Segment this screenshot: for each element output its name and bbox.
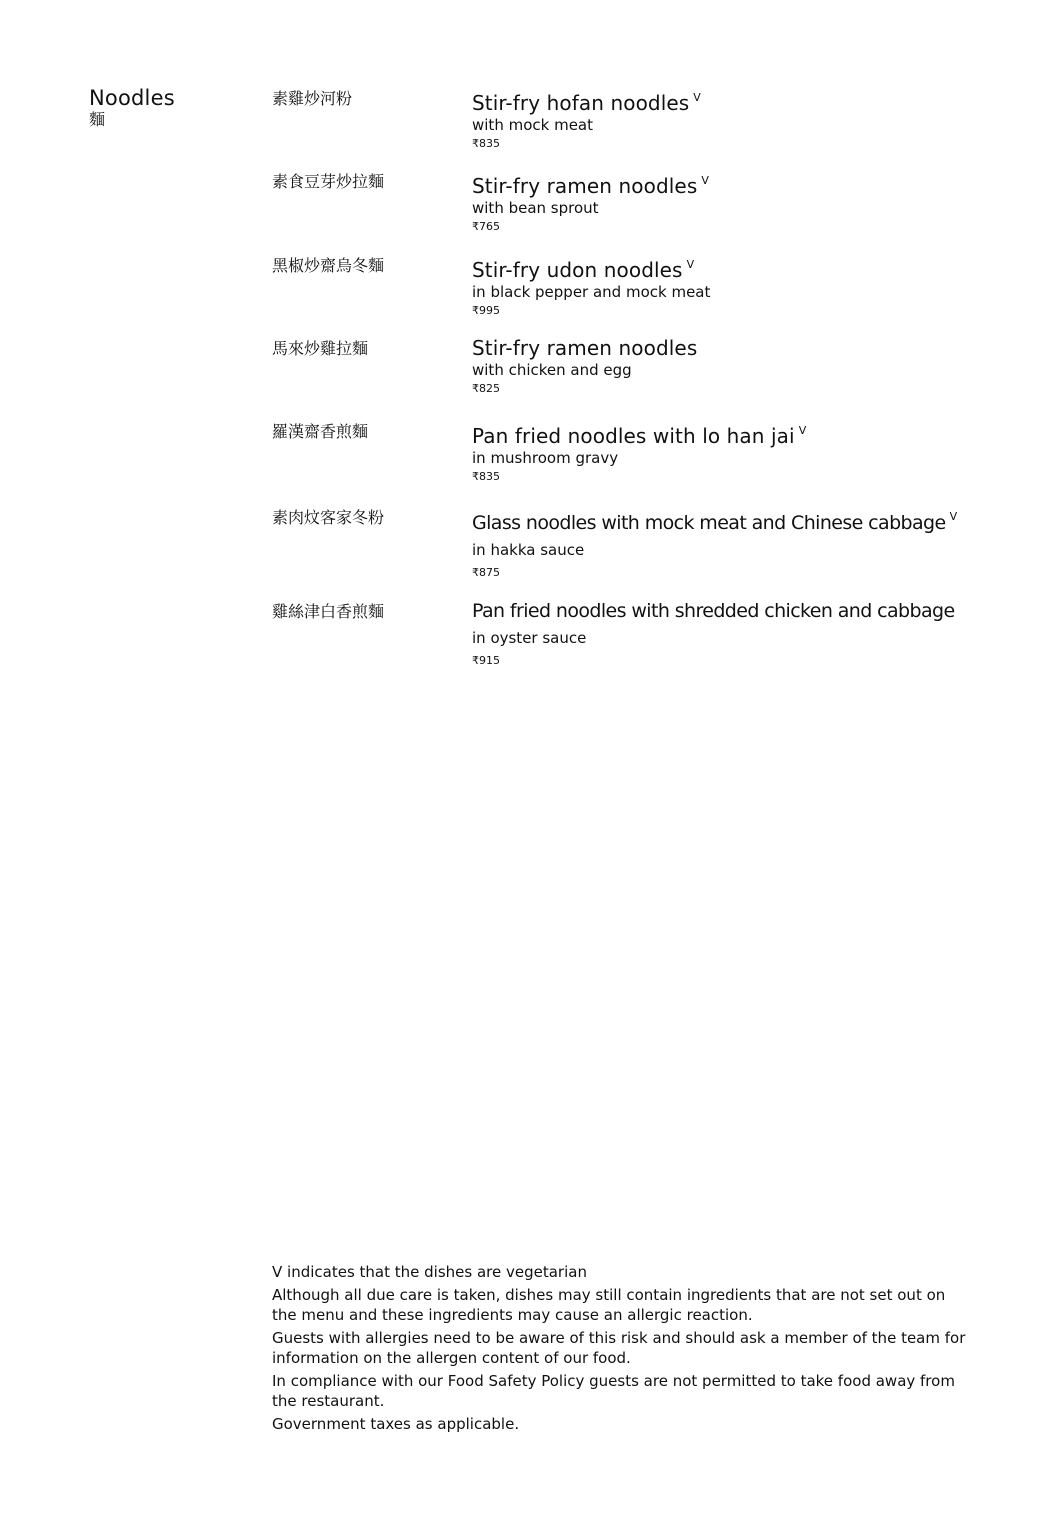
dish-price: ₹875 [472, 566, 500, 579]
dish-name-en [472, 86, 992, 115]
dish-description: in hakka sauce [472, 541, 585, 559]
dish-price: ₹765 [472, 220, 500, 233]
dish-details [472, 86, 992, 152]
dish-description: in oyster sauce [472, 629, 587, 647]
food-safety-note: In compliance with our Food Safety Policy guests are not permitted to take food away from the restaurant. [272, 1371, 955, 1410]
dish-name-en [472, 253, 992, 282]
taxes-note: Government taxes as applicable. [272, 1414, 520, 1433]
dish-details [472, 169, 992, 235]
dish-details [472, 599, 992, 669]
section-title-zh: 麵 [89, 110, 106, 129]
dish-details [472, 419, 992, 485]
dish-name-zh: 馬來炒雞拉麵 [272, 339, 369, 358]
section-title [89, 86, 259, 130]
dish-price: ₹835 [472, 137, 500, 150]
dish-name-en-text: Stir-fry udon noodles [472, 258, 683, 282]
vegetarian-note: V indicates that the dishes are vegetarian [272, 1263, 587, 1281]
dish-details [472, 253, 992, 319]
dish-description: with chicken and egg [472, 361, 632, 379]
dish-description: in mushroom gravy [472, 449, 619, 467]
allergy-advice: Guests with allergies need to be aware of this risk and should ask a member of the team for information on the allergen content of our food. [272, 1328, 966, 1367]
dish-name-en-text: Stir-fry hofan noodles [472, 91, 690, 115]
vegetarian-marker: V [686, 258, 695, 271]
dish-description: with mock meat [472, 116, 593, 134]
dish-name-zh: 素肉炆客家冬粉 [272, 508, 385, 527]
dish-name-zh: 黑椒炒齋烏冬麵 [272, 256, 385, 275]
dish-name-en [472, 599, 992, 623]
dish-name-en-text: Stir-fry ramen noodles [472, 336, 698, 360]
section-title-en: Noodles [89, 86, 175, 110]
dish-name-en-text: Glass noodles with mock meat and Chinese cabbage [472, 512, 946, 534]
dish-name-en-text: Stir-fry ramen noodles [472, 174, 698, 198]
dish-price: ₹995 [472, 304, 500, 317]
dish-details [472, 505, 992, 581]
dish-name-zh: 素食豆芽炒拉麵 [272, 172, 385, 191]
dish-description: in black pepper and mock meat [472, 283, 711, 301]
menu-footer-notes [272, 1262, 972, 1436]
vegetarian-marker: V [693, 91, 701, 104]
dish-description: with bean sprout [472, 199, 599, 217]
dish-name-zh: 素雞炒河粉 [272, 89, 353, 108]
vegetarian-marker: V [701, 174, 709, 187]
dish-name-en-text: Pan fried noodles with shredded chicken and cabbage [472, 600, 955, 622]
dish-price: ₹915 [472, 654, 500, 667]
dish-name-zh: 羅漢齋香煎麵 [272, 422, 369, 441]
dish-name-en [472, 419, 992, 448]
dish-price: ₹825 [472, 382, 500, 395]
allergy-note: Although all due care is taken, dishes may still contain ingredients that are not set out on the menu and these ingredients may cause an allergic reaction. [272, 1285, 946, 1324]
dish-price: ₹835 [472, 470, 500, 483]
dish-name-zh: 雞絲津白香煎麵 [272, 602, 385, 621]
dish-name-en [472, 169, 992, 198]
dish-name-en-text: Pan fried noodles with lo han jai [472, 424, 795, 448]
vegetarian-marker: V [949, 510, 957, 523]
vegetarian-marker: V [798, 424, 807, 437]
dish-name-en [472, 336, 992, 360]
dish-name-en [472, 505, 992, 535]
dish-details [472, 336, 992, 397]
